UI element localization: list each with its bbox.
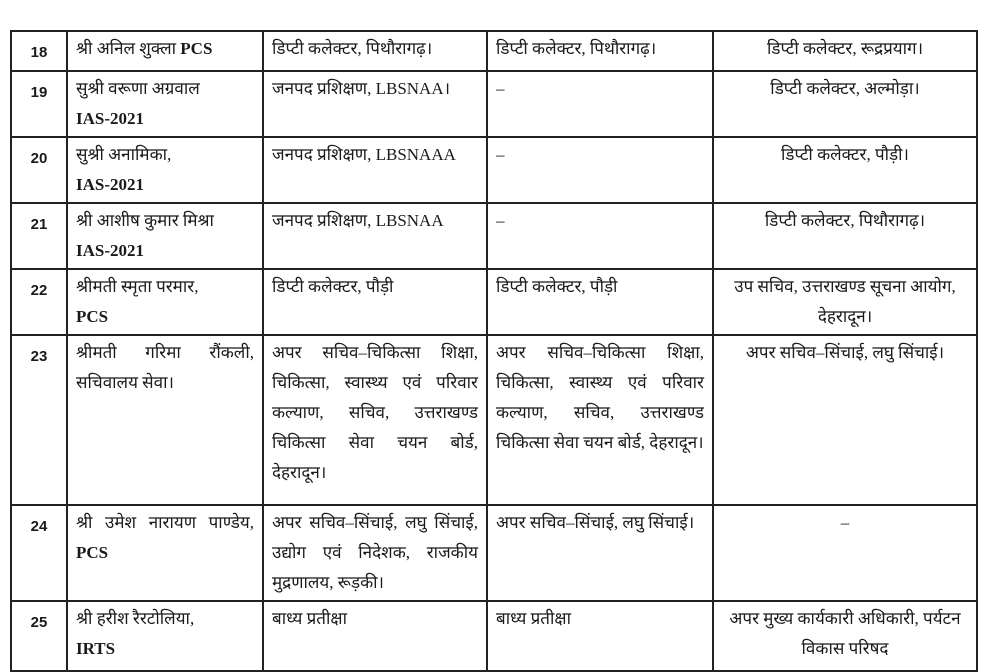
serial-number: 22: [11, 269, 67, 335]
serial-number: 18: [11, 31, 67, 71]
new-posting: उप सचिव, उत्तराखण्ड सूचना आयोग, देहरादून।: [713, 269, 977, 335]
previous-posting: –: [487, 203, 713, 269]
current-posting: जनपद प्रशिक्षण, LBSNAA।: [263, 71, 487, 137]
officer-name: श्री अनिल शुक्ला: [76, 39, 177, 58]
table-row: [11, 31, 977, 71]
officer-service: IAS-2021: [76, 241, 145, 260]
officer-service: IAS-2021: [76, 175, 145, 194]
serial-number: 21: [11, 203, 67, 269]
new-posting: डिप्टी कलेक्टर, रूद्रप्रयाग।: [713, 31, 977, 71]
officer-name-cell: [67, 505, 263, 601]
new-posting: डिप्टी कलेक्टर, पौड़ी।: [713, 137, 977, 203]
previous-posting: बाध्य प्रतीक्षा: [487, 601, 713, 671]
officer-name-cell: [67, 601, 263, 671]
officer-name: श्रीमती गरिमा रौंकली, सचिवालय सेवा।: [76, 343, 254, 392]
serial-number: 23: [11, 335, 67, 505]
previous-posting: –: [487, 71, 713, 137]
officer-name-cell: [67, 31, 263, 71]
current-posting: डिप्टी कलेक्टर, पिथौरागढ़।: [263, 31, 487, 71]
officer-name-cell: [67, 269, 263, 335]
new-posting: अपर सचिव–सिंचाई, लघु सिंचाई।: [713, 335, 977, 505]
current-posting: अपर सचिव–चिकित्सा शिक्षा, चिकित्सा, स्वास्थ्य एवं परिवार कल्याण, सचिव, उत्तराखण्ड चिकित्सा सेवा चयन बोर्ड, देहरादून।: [263, 335, 487, 505]
table-row: [11, 335, 977, 505]
officer-service: IAS-2021: [76, 109, 145, 128]
current-posting: जनपद प्रशिक्षण, LBSNAAA: [263, 137, 487, 203]
officer-name: श्री आशीष कुमार मिश्रा: [76, 211, 214, 230]
previous-posting: अपर सचिव–सिंचाई, लघु सिंचाई।: [487, 505, 713, 601]
serial-number: 24: [11, 505, 67, 601]
new-posting: डिप्टी कलेक्टर, अल्मोड़ा।: [713, 71, 977, 137]
previous-posting: डिप्टी कलेक्टर, पिथौरागढ़।: [487, 31, 713, 71]
table-row: [11, 269, 977, 335]
officer-name: सुश्री वरूणा अग्रवाल: [76, 79, 200, 98]
previous-posting: डिप्टी कलेक्टर, पौड़ी: [487, 269, 713, 335]
current-posting: जनपद प्रशिक्षण, LBSNAA: [263, 203, 487, 269]
officer-transfer-table: [10, 30, 978, 672]
table-row: [11, 137, 977, 203]
officer-name-cell: [67, 137, 263, 203]
serial-number: 20: [11, 137, 67, 203]
new-posting: –: [713, 505, 977, 601]
officer-service: IRTS: [76, 639, 116, 658]
officer-name: सुश्री अनामिका,: [76, 145, 172, 164]
officer-service: PCS: [76, 307, 109, 326]
serial-number: 19: [11, 71, 67, 137]
table-row: [11, 601, 977, 671]
officer-name: श्रीमती स्मृता परमार,: [76, 277, 199, 296]
officer-name-cell: [67, 335, 263, 505]
new-posting: डिप्टी कलेक्टर, पिथौरागढ़।: [713, 203, 977, 269]
table-row: [11, 71, 977, 137]
current-posting: बाध्य प्रतीक्षा: [263, 601, 487, 671]
officer-name: श्री उमेश नारायण पाण्डेय,: [76, 513, 254, 532]
officer-name-cell: [67, 203, 263, 269]
table-row: [11, 505, 977, 601]
new-posting: अपर मुख्य कार्यकारी अधिकारी, पर्यटन विकास परिषद: [713, 601, 977, 671]
current-posting: अपर सचिव–सिंचाई, लघु सिंचाई, उद्योग एवं निदेशक, राजकीय मुद्रणालय, रूड़की।: [263, 505, 487, 601]
previous-posting: –: [487, 137, 713, 203]
serial-number: 25: [11, 601, 67, 671]
officer-name: श्री हरीश रैरटोलिया,: [76, 609, 195, 628]
table-row: [11, 203, 977, 269]
officer-service: PCS: [180, 39, 213, 58]
officer-service: PCS: [76, 543, 109, 562]
previous-posting: अपर सचिव–चिकित्सा शिक्षा, चिकित्सा, स्वास्थ्य एवं परिवार कल्याण, सचिव, उत्तराखण्ड चिकित्सा सेवा चयन बोर्ड, देहरादून।: [487, 335, 713, 505]
current-posting: डिप्टी कलेक्टर, पौड़ी: [263, 269, 487, 335]
officer-name-cell: [67, 71, 263, 137]
